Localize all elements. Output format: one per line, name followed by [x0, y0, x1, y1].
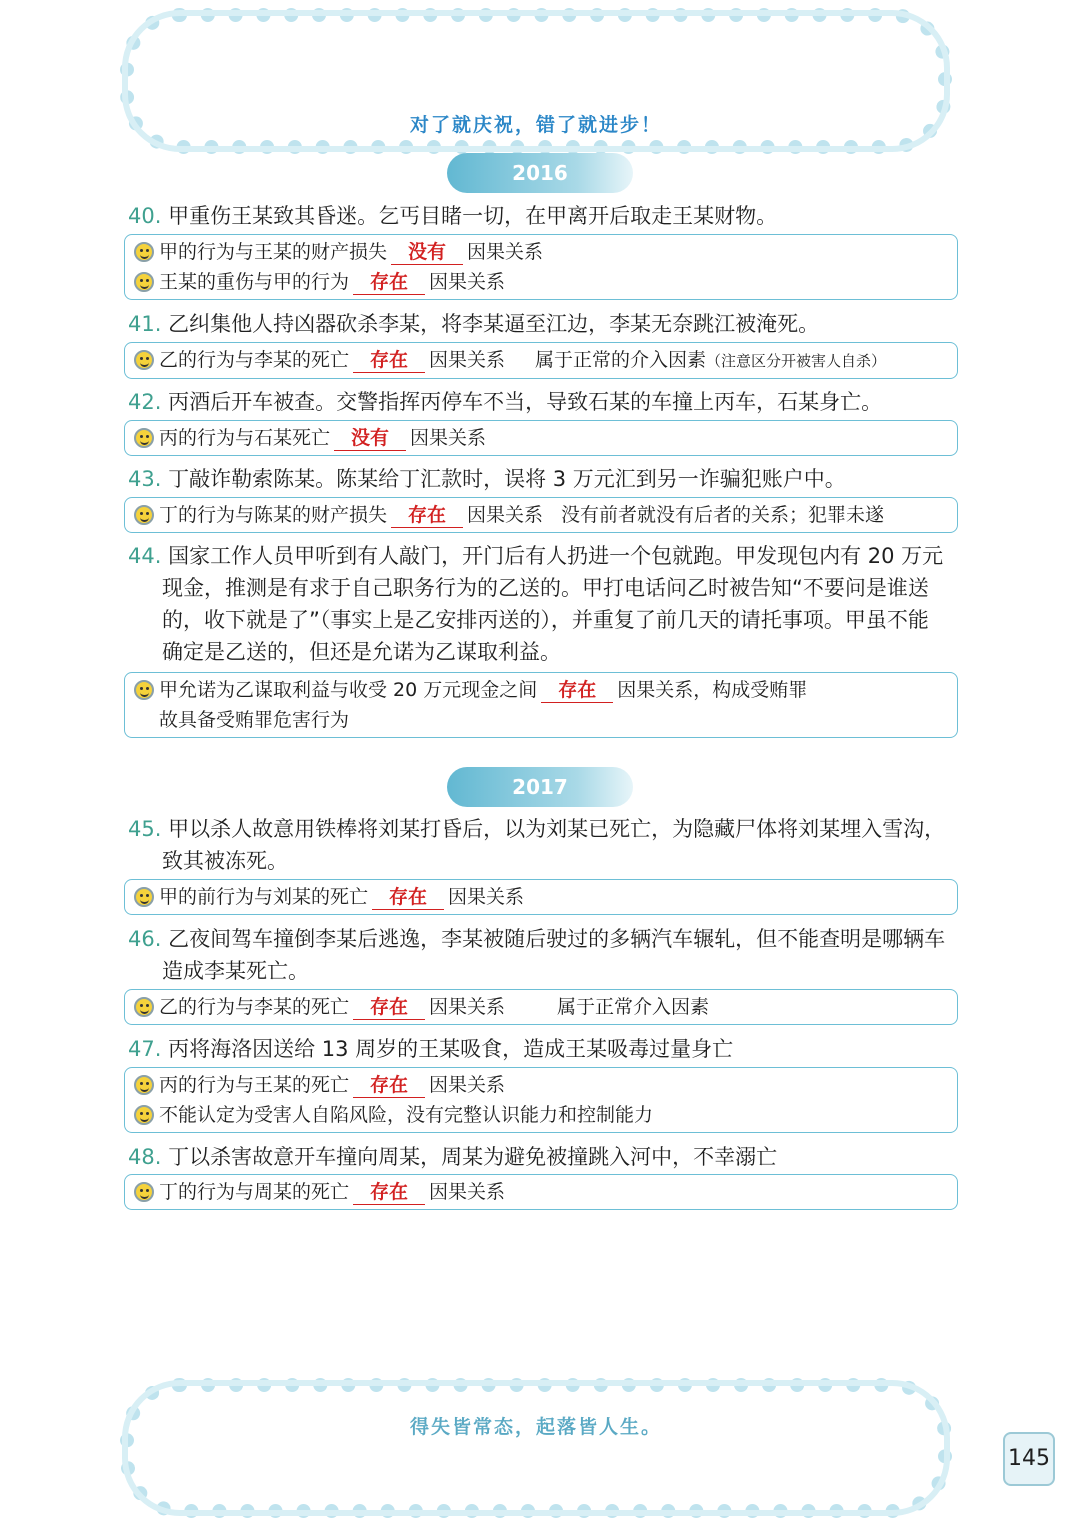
answer-box-41 [124, 342, 958, 379]
answer-post: 因果关系 [429, 271, 506, 293]
answer-line [159, 1100, 947, 1130]
answer-line [159, 267, 947, 297]
answer-pre: 不能认定为受害人自陷风险，没有完整认识能力和控制能力 [159, 1104, 654, 1126]
answer-blank: 存在 [391, 503, 463, 528]
answer-line [159, 675, 947, 705]
question-48 [128, 1141, 958, 1173]
answer-note: 属于正常的介入因素 [535, 349, 707, 371]
answer-pre: 甲的行为与王某的财产损失 [159, 241, 388, 263]
question-number: 46. [128, 927, 162, 951]
smiley-icon [134, 505, 154, 525]
answer-box-48 [124, 1174, 958, 1210]
answer-pre: 甲允诺为乙谋取利益与收受 20 万元现金之间 [159, 679, 538, 701]
answer-line-tail [159, 705, 947, 735]
question-46 [128, 923, 958, 987]
question-number: 45. [128, 817, 162, 841]
smiley-icon [134, 997, 154, 1017]
question-text-line: 确定是乙送的，但还是允诺为乙谋取利益。 [162, 640, 561, 664]
answer-line [159, 882, 947, 912]
header-frame [120, 8, 952, 154]
smiley-icon [134, 272, 154, 292]
page-number: 145 [1003, 1432, 1055, 1486]
footer-frame [120, 1378, 952, 1518]
question-text-line: 现金，推测是有求于自己职务行为的乙送的。甲打电话问乙时被告知“不要问是谁送 [162, 576, 929, 600]
question-text: 乙纠集他人持凶器砍杀李某，将李某逼至江边，李某无奈跳江被淹死。 [168, 312, 820, 336]
smiley-icon [134, 1075, 154, 1095]
answer-box-46 [124, 989, 958, 1025]
question-text-line: 致其被冻死。 [162, 849, 288, 873]
question-text: 丁敲诈勒索陈某。陈某给丁汇款时，误将 3 万元汇到另一诈骗犯账户中。 [168, 467, 846, 491]
answer-blank: 存在 [353, 348, 425, 373]
question-43 [128, 463, 958, 495]
header-motto: 对了就庆祝，错了就进步！ [409, 114, 662, 136]
answer-line [159, 423, 947, 453]
answer-line [159, 500, 947, 530]
answer-pre: 乙的行为与李某的死亡 [159, 349, 350, 371]
question-text: 丁以杀害故意开车撞向周某，周某为避免被撞跳入河中，不幸溺亡 [168, 1145, 778, 1169]
answer-line [159, 992, 947, 1022]
question-47 [128, 1033, 958, 1065]
question-text-line: 乙夜间驾车撞倒李某后逃逸，李某被随后驶过的多辆汽车辗轧，但不能查明是哪辆车 [168, 927, 946, 951]
question-number: 48. [128, 1145, 162, 1169]
answer-note: 没有前者就没有后者的关系；犯罪未遂 [561, 504, 885, 526]
smiley-icon [134, 1182, 154, 1202]
question-45 [128, 813, 958, 877]
answer-line [159, 237, 947, 267]
answer-post: 因果关系，构成受贿罪 [617, 679, 808, 701]
question-text-line: 国家工作人员甲听到有人敲门，开门后有人扔进一个包就跑。甲发现包内有 20 万元 [168, 544, 944, 568]
footer-motto: 得失皆常态，起落皆人生。 [409, 1416, 662, 1438]
question-text-line: 造成李某死亡。 [162, 959, 309, 983]
question-number: 41. [128, 312, 162, 336]
question-text-line: 甲以杀人故意用铁棒将刘某打昏后，以为刘某已死亡，为隐藏尸体将刘某埋入雪沟， [168, 817, 946, 841]
answer-blank: 存在 [353, 1180, 425, 1205]
question-number: 44. [128, 544, 162, 568]
answer-post: 因果关系 [467, 241, 544, 263]
answer-box-40 [124, 234, 958, 300]
question-text: 丙酒后开车被查。交警指挥丙停车不当，导致石某的车撞上丙车，石某身亡。 [168, 390, 883, 414]
question-number: 43. [128, 467, 162, 491]
year-badge-2016: 2016 [447, 153, 633, 193]
answer-box-45 [124, 879, 958, 915]
answer-blank: 存在 [353, 270, 425, 295]
answer-pre: 王某的重伤与甲的行为 [159, 271, 350, 293]
answer-pre: 丁的行为与陈某的财产损失 [159, 504, 388, 526]
question-40 [128, 200, 958, 232]
answer-line [159, 1070, 947, 1100]
answer-note: 属于正常介入因素 [557, 996, 710, 1018]
year-badge-2017: 2017 [447, 767, 633, 807]
answer-blank: 存在 [541, 678, 613, 703]
answer-blank: 没有 [334, 426, 406, 451]
question-number: 42. [128, 390, 162, 414]
answer-box-42 [124, 420, 958, 456]
answer-line [159, 345, 947, 376]
answer-pre: 丙的行为与王某的死亡 [159, 1074, 350, 1096]
answer-tail: 故具备受贿罪危害行为 [159, 709, 350, 731]
answer-box-44 [124, 672, 958, 738]
answer-post: 因果关系 [429, 1074, 506, 1096]
smiley-icon [134, 242, 154, 262]
answer-note-small: （注意区分开被害人自杀） [706, 352, 887, 370]
question-number: 40. [128, 204, 162, 228]
answer-box-47 [124, 1067, 958, 1133]
answer-blank: 没有 [391, 240, 463, 265]
answer-box-43 [124, 497, 958, 533]
answer-post: 因果关系 [448, 886, 525, 908]
answer-post: 因果关系 [467, 504, 544, 526]
answer-pre: 丙的行为与石某死亡 [159, 427, 331, 449]
question-44 [128, 540, 958, 668]
answer-blank: 存在 [353, 1073, 425, 1098]
answer-pre: 甲的前行为与刘某的死亡 [159, 886, 369, 908]
question-number: 47. [128, 1037, 162, 1061]
answer-post: 因果关系 [429, 1181, 506, 1203]
question-42 [128, 386, 958, 418]
question-text-line: 的，收下就是了”（事实上是乙安排丙送的），并重复了前几天的请托事项。甲虽不能 [162, 608, 929, 632]
answer-line [159, 1177, 947, 1207]
answer-post: 因果关系 [429, 349, 506, 371]
question-text: 丙将海洛因送给 13 周岁的王某吸食，造成王某吸毒过量身亡 [168, 1037, 734, 1061]
smiley-icon [134, 1105, 154, 1125]
smiley-icon [134, 350, 154, 370]
question-41 [128, 308, 958, 340]
answer-blank: 存在 [353, 995, 425, 1020]
answer-blank: 存在 [372, 885, 444, 910]
answer-post: 因果关系 [410, 427, 487, 449]
question-text: 甲重伤王某致其昏迷。乞丐目睹一切，在甲离开后取走王某财物。 [168, 204, 778, 228]
smiley-icon [134, 887, 154, 907]
answer-pre: 丁的行为与周某的死亡 [159, 1181, 350, 1203]
answer-post: 因果关系 [429, 996, 506, 1018]
answer-pre: 乙的行为与李某的死亡 [159, 996, 350, 1018]
smiley-icon [134, 428, 154, 448]
smiley-icon [134, 680, 154, 700]
